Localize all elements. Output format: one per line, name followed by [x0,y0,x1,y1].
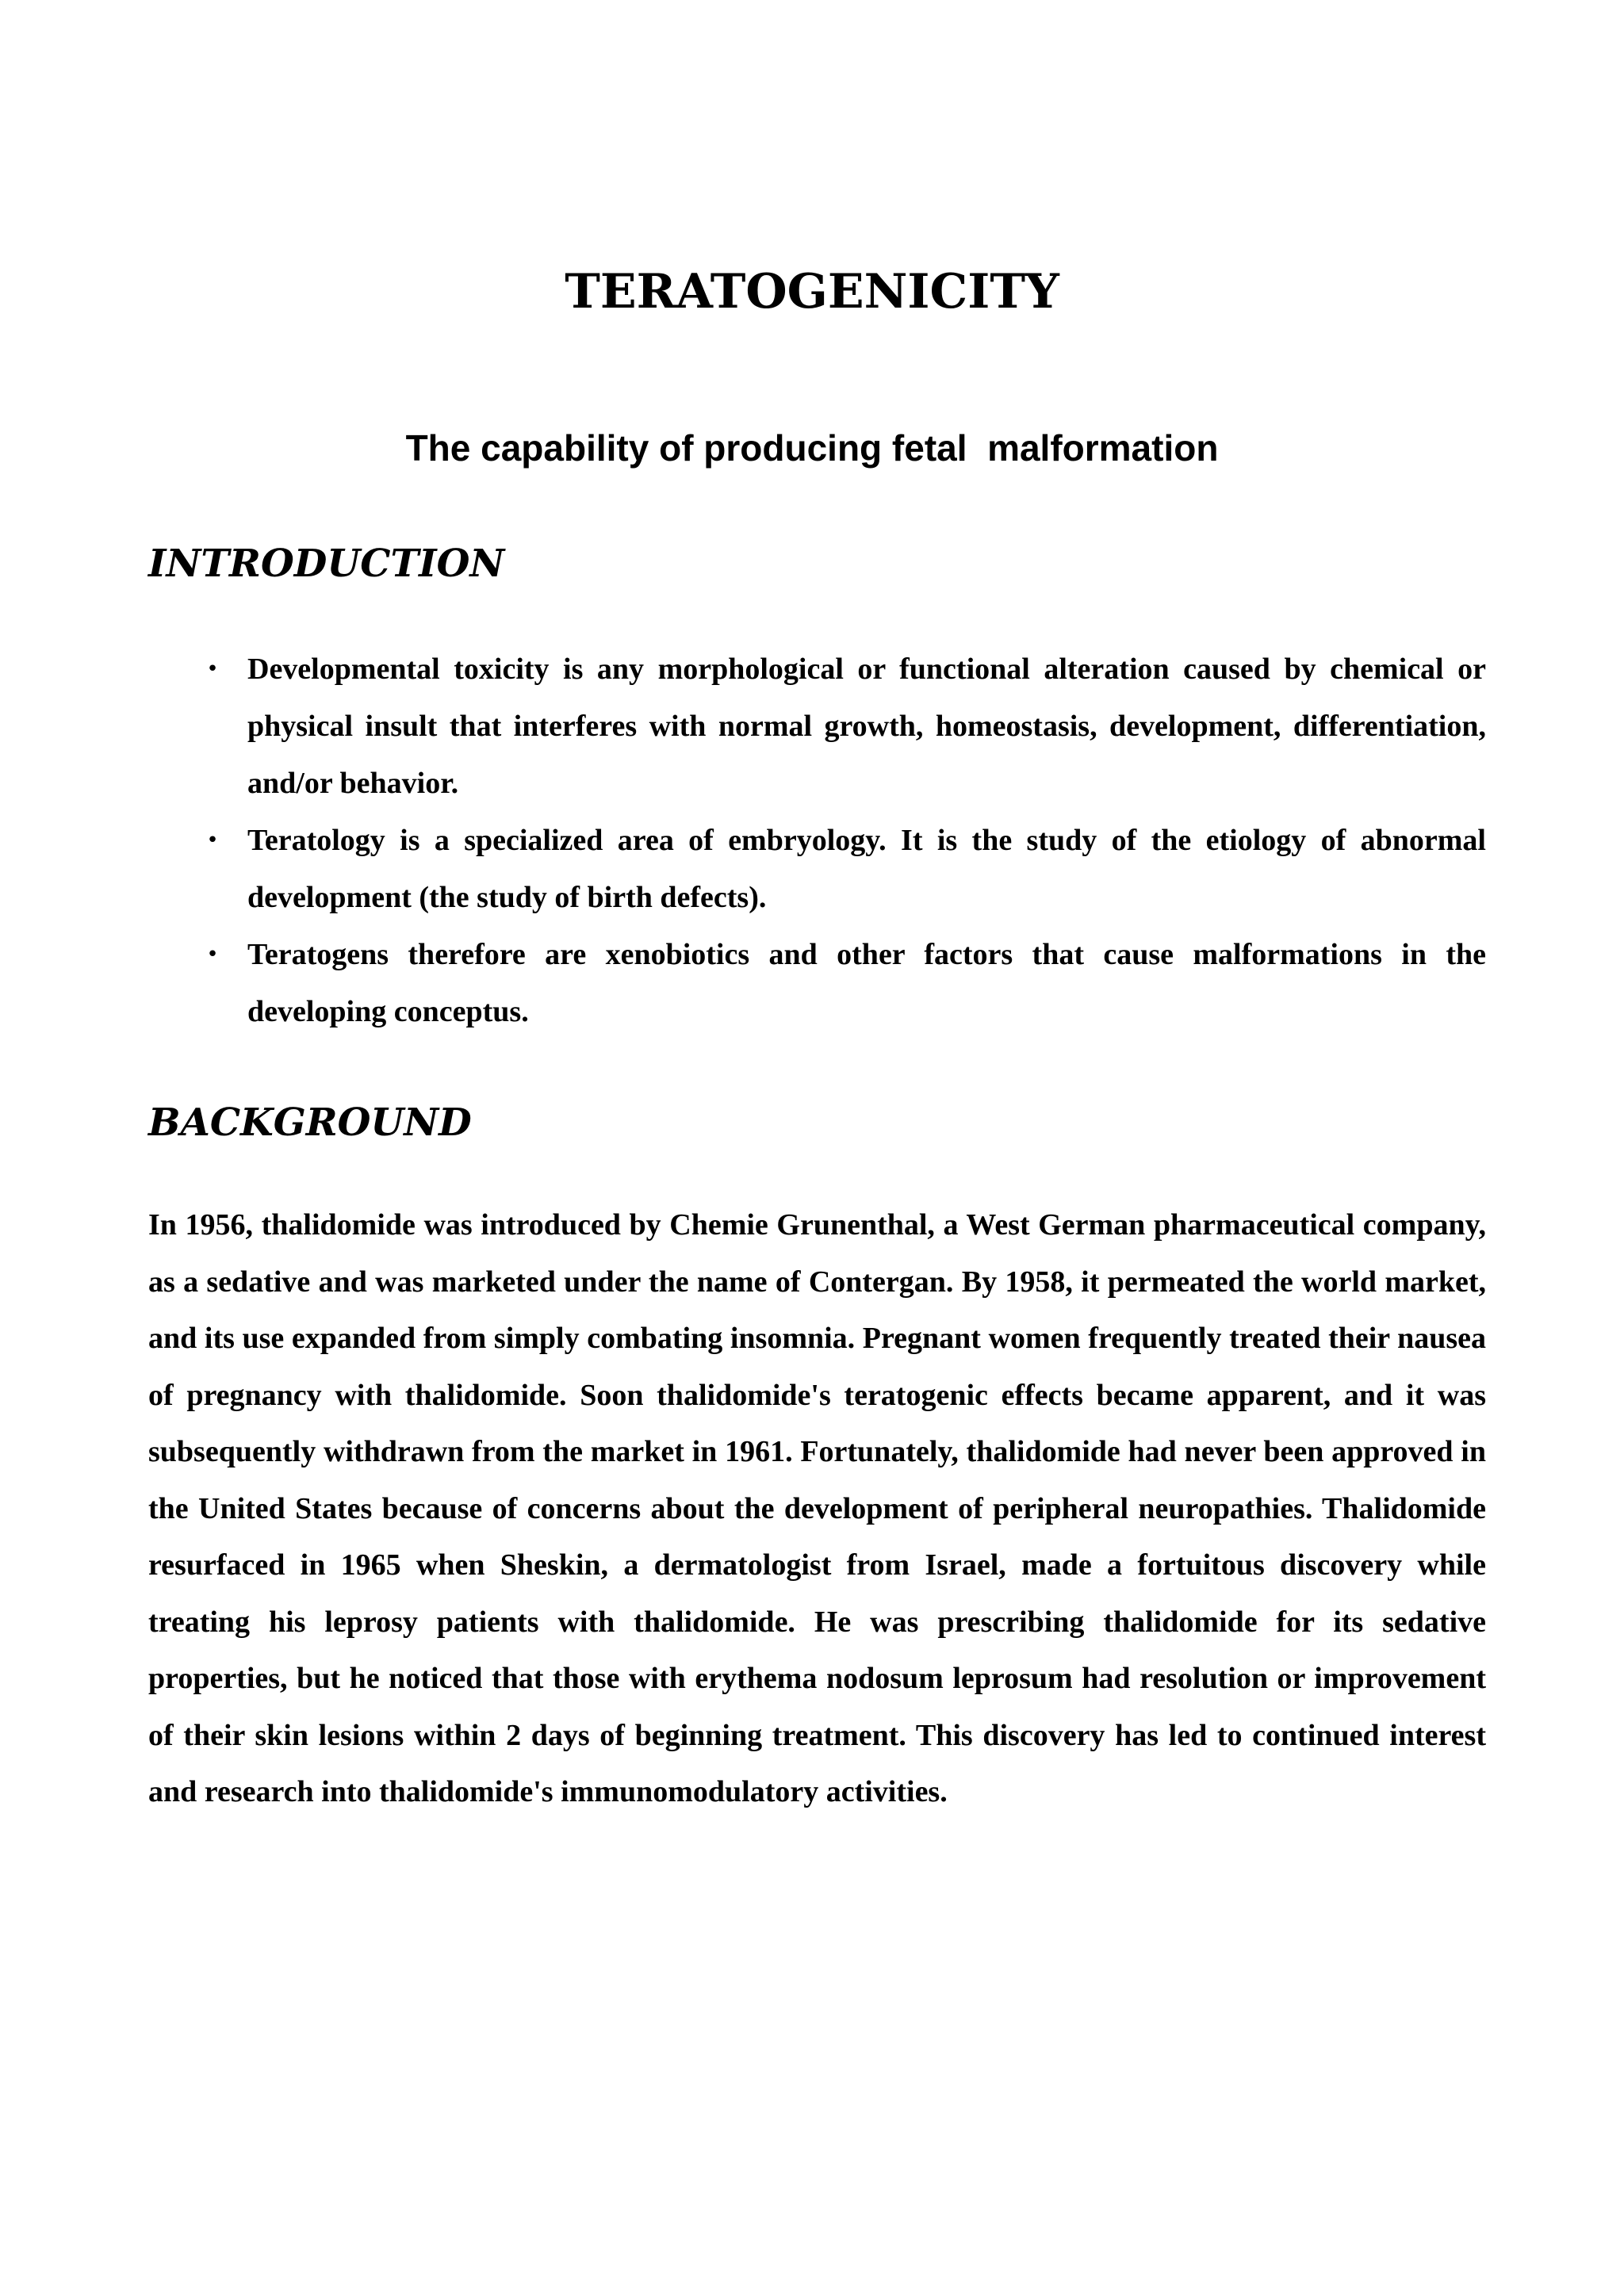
bullet-text: Teratology is a specialized area of embryology. It is the study of the etiology of abnormal development (the study of birth defects). [247,824,1486,914]
background-heading: BACKGROUND [148,1100,472,1145]
background-paragraph: In 1956, thalidomide was introduced by Chemie Grunenthal, a West German pharmaceutical company, as a sedative and was marketed under the name of Contergan. By 1958, it permeated the world market, and its use expanded from simply combating insomnia. Pregnant women frequently treated their nausea of pregnancy with thalidomide. Soon thalidomide's teratogenic effects became apparent, and it was subsequently withdrawn from the market in 1961. Fortunately, thalidomide had never been approved in the United States because of concerns about the development of peripheral neuropathies. Thalidomide resurfaced in 1965 when Sheskin, a dermatologist from Israel, made a fortuitous discovery while treating his leprosy patients with thalidomide. He was prescribing thalidomide for its sedative properties, but he noticed that those with erythema nodosum leprosum had resolution or improvement of their skin lesions within 2 days of beginning treatment. This discovery has led to continued interest and research into thalidomide's immunomodulatory activities. [148,1208,1486,1808]
list-item [148,812,1486,926]
bullet-icon: • [206,943,219,966]
document-title: TERATOGENICITY [565,264,1059,320]
bullet-text: Developmental toxicity is any morphological or functional alteration caused by chemical or physical insult that interferes with normal growth, homeostasis, development, differentiation, and/or behavior. [247,652,1486,800]
introduction-heading: INTRODUCTION [148,541,505,586]
document-subtitle: The capability of producing fetal malformation [405,427,1219,469]
list-item [148,641,1486,812]
list-item [148,926,1486,1040]
bullet-text: Teratogens therefore are xenobiotics and other factors that cause malformations in the developing conceptus. [247,938,1486,1028]
bullet-icon: • [206,828,219,852]
introduction-bullet-list [148,641,1486,1040]
bullet-icon: • [206,657,219,681]
